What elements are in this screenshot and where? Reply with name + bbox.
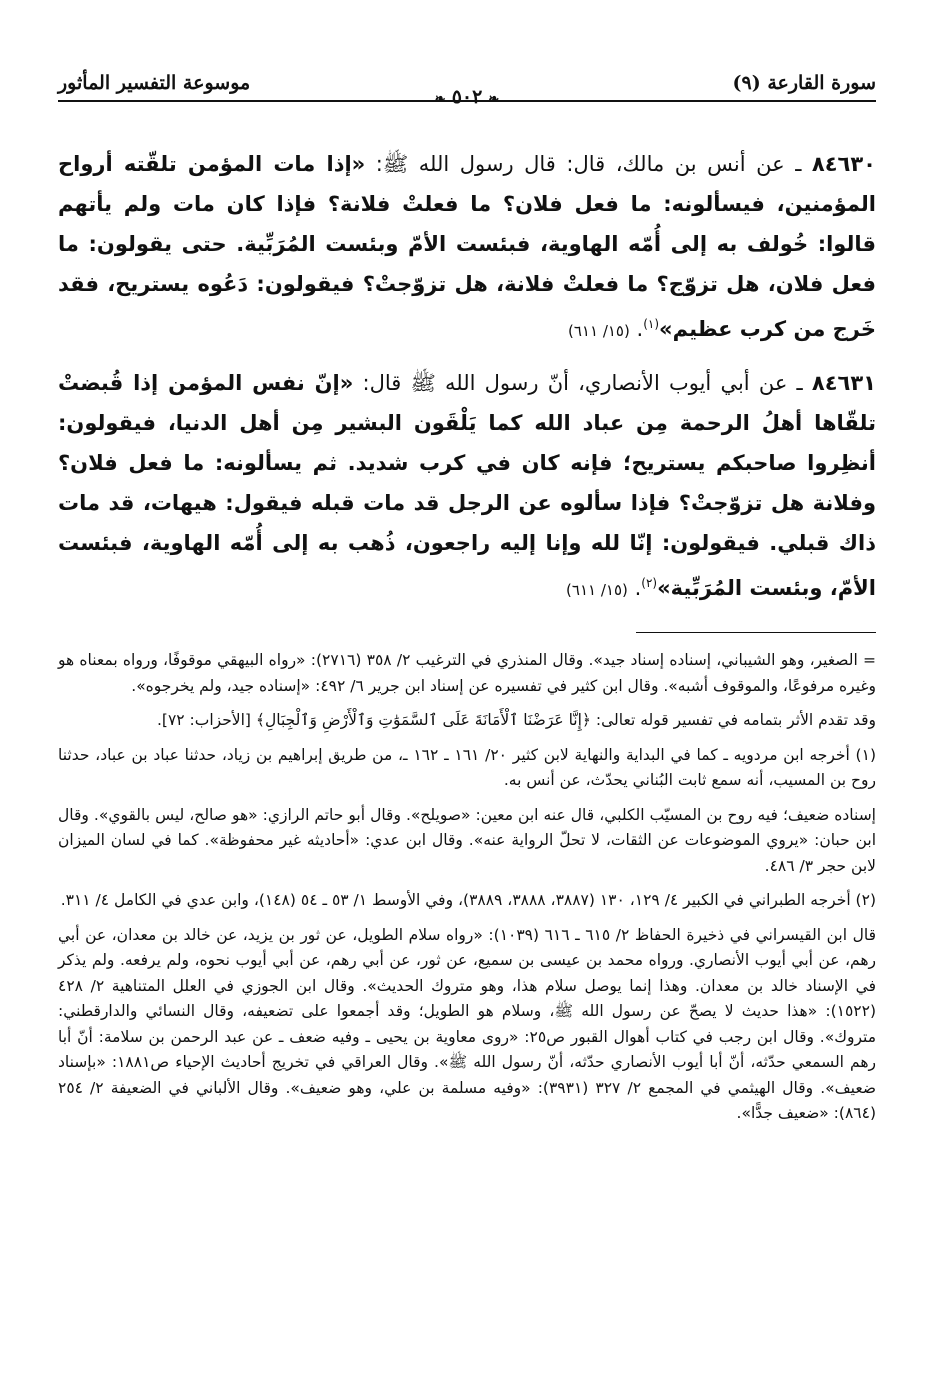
footnote-1: (١) أخرجه ابن مردويه ـ كما في البداية والنهاية لابن كثير ٢٠/ ١٦١ ـ ١٦٢ ـ، من طريق إبراهيم بن زياد، حدثنا عباد بن عباد، حدثنا روح بن المسيب، أنه سمع ثابت البُناني يحدّث، عن أنس به. <box>58 745 876 789</box>
page-number-block <box>58 86 876 108</box>
entry-number: ٨٤٦٣١ <box>811 371 876 395</box>
footnote-continuation: = الصغير، وهو الشيباني، إسناده إسناد جيد». وقال المنذري في الترغيب ٢/ ٣٥٨ (٢٧١٦): «رواه البيهقي موقوفًا، ورواه بمعناه هو وغيره مرفوعًا، والموقوف أشبه». وقال ابن كثير في تفسيره عن إسناد ابن جرير ٦/ ٤٩٢: «إسناده جيد، ولم يخرجوه». <box>58 651 876 695</box>
running-header <box>58 60 876 108</box>
header-rule <box>58 100 876 102</box>
entry-intro: ـ عن أبي أيوب الأنصاري، أنّ رسول الله ﷺ قال: <box>353 371 803 395</box>
footnote-mark: (١) <box>643 317 660 331</box>
footnote-separator <box>636 632 876 633</box>
main-text <box>58 144 876 622</box>
footnote-1-grading: إسناده ضعيف؛ فيه روح بن المسيّب الكلبي، قال عنه ابن معين: «صويلح». وقال أبو حاتم الرازي: «هو صالح، ليس بالقوي». وقال ابن حبان: «يروي الموضوعات عن الثقات، لا تحلّ الرواية عنه». وقال ابن عدي: «أحاديثه غير محفوظة». كما في لسان الميزان لابن حجر ٣/ ٤٨٦. <box>58 805 876 875</box>
footnote-mark: (٢) <box>641 576 658 590</box>
footnote-2: (٢) أخرجه الطبراني في الكبير ٤/ ١٢٩، ١٣٠ (٣٨٨٧، ٣٨٨٨، ٣٨٨٩)، وفي الأوسط ١/ ٥٣ ـ ٥٤ (١٤٨)، وابن عدي في الكامل ٤/ ٣١١. <box>60 891 876 909</box>
entry-quote: «إنّ نفس المؤمن إذا قُبضتْ تلقّاها أهلُ الرحمة مِن عباد الله كما يَلْقَون البشير مِن أهل الدنيا، فيقولون: أنظِروا صاحبكم يستريح؛ فإنه كان في كرب شديد. ثم يسألونه: ما فعل فلان؟ وفلانة هل تزوّجتْ؟ فإذا سألوه عن الرجل قد مات قبله فيقول: هيهات، قد مات ذاك قبلي. فيقولون: إنّا لله وإنا إليه راجعون، ذُهب به إلى أُمّه الهاوية، فبئست الأمّ، وبئست المُرَبِّية» <box>58 371 876 600</box>
entry-quote: «إذا مات المؤمن تلقّته أرواح المؤمنين، فيسألونه: ما فعل فلان؟ ما فعلتْ فلانة؟ فإذا كان مات ولم يأتهم قالوا: خُولف به إلى أُمّه الهاوية، فبئست الأمّ وبئست المُرَبِّية. حتى يقولون: ما فعل فلان، هل تزوّج؟ ما فعلتْ فلانة، هل تزوّجتْ؟ فيقولون: دَعُوه يستريح، فقد خَرج من كرب عظيم» <box>58 152 876 341</box>
hadith-entry: ٨٤٦٣٠ ـ عن أنس بن مالك، قال: قال رسول الله ﷺ: «إذا مات المؤمن تلقّته أرواح المؤمنين، فيسألونه: ما فعل فلان؟ ما فعلتْ فلانة؟ فإذا كان مات ولم يأتهم قالوا: خُولف به إلى أُمّه الهاوية، فبئست الأمّ وبئست المُرَبِّية. حتى يقولون: ما فعل فلان، هل تزوّج؟ ما فعلتْ فلانة، هل تزوّجتْ؟ فيقولون: دَعُوه يستريح، فقد خَرج من كرب عظيم»$^{(١)}$. (١٥/ ٦١١) <box>58 152 876 341</box>
page-number: ٥٠٢ <box>451 86 483 108</box>
ornament-icon: ❧ <box>488 92 500 107</box>
surah-title: سورة القارعة (٩) <box>732 72 876 94</box>
footnotes <box>58 648 876 1136</box>
entry-reference: (١٥/ ٦١١) <box>568 322 630 340</box>
book-title: موسوعة التفسير المأثور <box>58 72 251 94</box>
page <box>58 60 876 1360</box>
entry-intro: ـ عن أنس بن مالك، قال: قال رسول الله ﷺ: <box>365 152 802 176</box>
ornament-icon: ❧ <box>434 92 446 107</box>
entry-reference: (١٥/ ٦١١) <box>566 581 628 599</box>
entry-number: ٨٤٦٣٠ <box>811 152 876 176</box>
footnote-cross-reference: وقد تقدم الأثر بتمامه في تفسير قوله تعالى: ﴿إِنَّا عَرَضْنَا ٱلْأَمَانَةَ عَلَى ٱلسَّمَوَٰتِ وَٱلْأَرْضِ وَٱلْجِبَالِ﴾ [الأحزاب: ٧٢]. <box>156 711 876 729</box>
footnote-2-grading: قال ابن القيسراني في ذخيرة الحفاظ ٢/ ٦١٥ ـ ٦١٦ (١٠٣٩): «رواه سلام الطويل، عن ثور بن يزيد، عن خالد بن معدان، عن أبي رهم، عن أبي أيوب الأنصاري. ورواه محمد بن عيسى بن سميع، عن ثور، عن أبي رهم، عن أبي أيوب نحوه، ولم يرفعه. ولم يذكر في الإسناد خالد بن معدان. وهذا إنما يوصل سلام هذا، وهو متروك الحديث». وقال ابن الجوزي في العلل المتناهية ٢/ ٤٢٨ (١٥٢٢): «هذا حديث لا يصحّ عن رسول الله ﷺ، وسلام هو الطويل؛ وقد أجمعوا على تضعيفه، وقال النسائي والدارقطني: متروك». وقال ابن رجب في كتاب أهوال القبور ص٢٥: «روى معاوية بن يحيى ـ وفيه ضعف ـ عن عبد الرحمن بن سلامة: أنّ أبا رهم السمعي حدّثه، أنّ أبا أيوب الأنصاري حدّثه، أنّ رسول الله ﷺ». وقال العراقي في تخريج أحاديث الإحياء ص١٨٨١: «بإسناد ضعيف». وقال الهيثمي في المجمع ٢/ ٣٢٧ (٣٩٣١): «وفيه مسلمة بن علي، وهو ضعيف». وقال الألباني في الضعيفة ٢/ ٢٥٤ (٨٦٤): «ضعيف جدًّا». <box>58 925 877 1122</box>
hadith-entry: ٨٤٦٣١ ـ عن أبي أيوب الأنصاري، أنّ رسول الله ﷺ قال: «إنّ نفس المؤمن إذا قُبضتْ تلقّاها أهلُ الرحمة مِن عباد الله كما يَلْقَون البشير مِن أهل الدنيا، فيقولون: أنظِروا صاحبكم يستريح؛ فإنه كان في كرب شديد. ثم يسألونه: ما فعل فلان؟ وفلانة هل تزوّجتْ؟ فإذا سألوه عن الرجل قد مات قبله فيقول: هيهات، قد مات ذاك قبلي. فيقولون: إنّا لله وإنا إليه راجعون، ذُهب به إلى أُمّه الهاوية، فبئست الأمّ، وبئست المُرَبِّية»$^{(٢)}$. (١٥/ ٦١١) <box>58 371 876 600</box>
